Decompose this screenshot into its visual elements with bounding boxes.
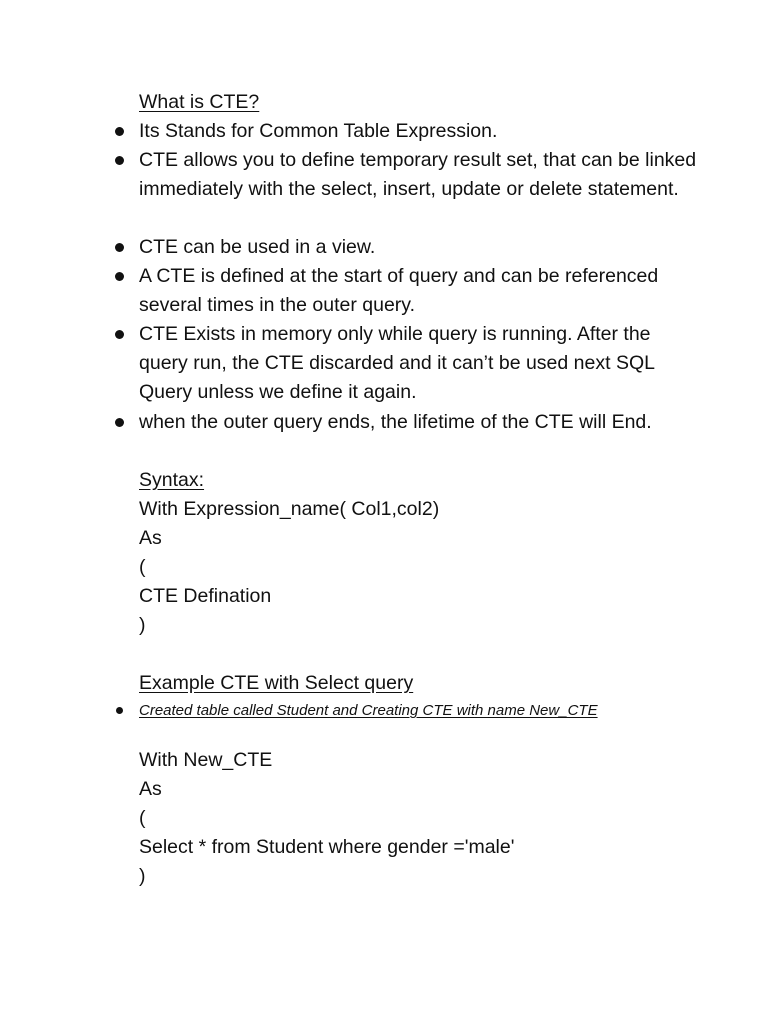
bullet-icon: [115, 272, 124, 281]
bullet-text: CTE allows you to define temporary result set, that can be linked immediately with the select, insert, update or delete statement.: [139, 149, 702, 200]
bullet-text: when the outer query ends, the lifetime of the CTE will End.: [139, 411, 652, 433]
example-note: Created table called Student and Creating CTE with name New_CTE: [139, 702, 598, 719]
syntax-line: ): [139, 614, 146, 636]
bullet-icon: [116, 707, 123, 714]
bullet-text: CTE Exists in memory only while query is running. After the query run, the CTE discarded and it can’t be used next SQL Query unless we define it again.: [139, 323, 660, 403]
bullet-text: A CTE is defined at the start of query and can be referenced several times in the outer query.: [139, 265, 664, 316]
syntax-line: CTE Defination: [139, 585, 272, 607]
syntax-line: (: [139, 556, 146, 578]
example-code-line: As: [139, 778, 162, 800]
syntax-line: As: [139, 527, 162, 549]
bullet-icon: [115, 156, 124, 165]
bullet-icon: [115, 243, 124, 252]
example-code-line: Select * from Student where gender ='male': [139, 836, 515, 858]
bullet-icon: [115, 418, 124, 427]
syntax-line: With Expression_name( Col1,col2): [139, 498, 440, 520]
example-code-line: ): [139, 865, 146, 887]
bullet-text: CTE can be used in a view.: [139, 236, 376, 258]
syntax-label: Syntax:: [139, 469, 205, 491]
bullet-text: Its Stands for Common Table Expression.: [139, 120, 498, 142]
example-heading: Example CTE with Select query: [139, 672, 414, 694]
heading-what-is-cte: What is CTE?: [139, 91, 260, 113]
bullet-icon: [115, 127, 124, 136]
example-code-line: (: [139, 807, 146, 829]
bullet-icon: [115, 330, 124, 339]
example-code-line: With New_CTE: [139, 749, 273, 771]
